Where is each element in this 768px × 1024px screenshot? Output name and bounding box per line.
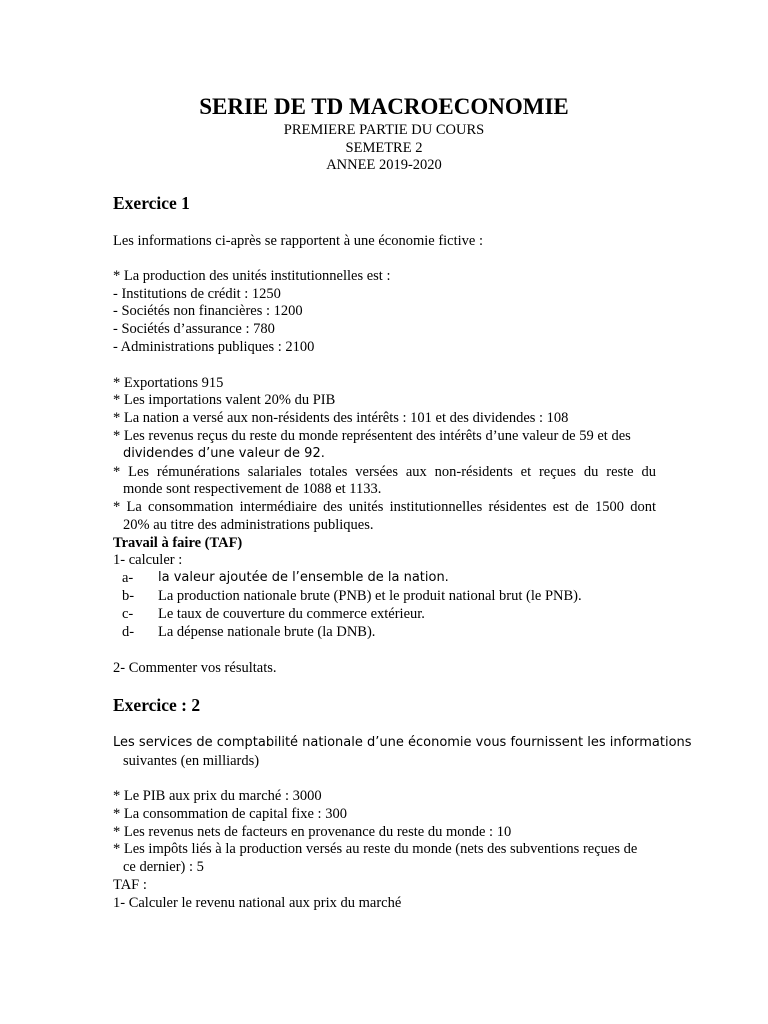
- task-letter: a-: [122, 570, 134, 586]
- item-net-factor-income: * Les revenus nets de facteurs en provenance du reste du monde : 10: [113, 824, 512, 840]
- exercise-1-heading: Exercice 1: [113, 193, 190, 213]
- task-letter: b-: [122, 588, 135, 604]
- task-text: La dépense nationale brute (la DNB).: [158, 624, 376, 640]
- fact-salaries-line2: monde sont respectivement de 1088 et 1133.: [123, 481, 382, 497]
- production-label: * La production des unités institutionnelles est :: [113, 268, 391, 284]
- production-item: - Institutions de crédit : 1250: [113, 286, 281, 302]
- taf-label: TAF :: [113, 877, 147, 893]
- fact-intermediate-consumption-line2: 20% au titre des administrations publiques.: [123, 517, 374, 533]
- production-item: - Sociétés d’assurance : 780: [113, 321, 275, 337]
- fact-revenue-received-line1: * Les revenus reçus du reste du monde représentent des intérêts d’une valeur de 59 et des: [113, 428, 631, 444]
- item-production-taxes-line2: ce dernier) : 5: [123, 859, 204, 875]
- task-text: La production nationale brute (PNB) et le produit national brut (le PNB).: [158, 588, 582, 604]
- exercise-1-intro: Les informations ci-après se rapportent à une économie fictive :: [113, 233, 484, 249]
- document-title: SERIE DE TD MACROECONOMIE: [199, 94, 569, 119]
- fact-intermediate-consumption-line1: * La consommation intermédiaire des unités institutionnelles résidentes est de 1500 dont: [113, 499, 656, 515]
- subtitle-semester: SEMETRE 2: [345, 140, 423, 156]
- item-capital-consumption: * La consommation de capital fixe : 300: [113, 806, 347, 822]
- production-item: - Administrations publiques : 2100: [113, 339, 315, 355]
- item-production-taxes-line1: * Les impôts liés à la production versés au reste du monde (nets des subventions reçues de: [113, 841, 638, 857]
- task-text: Le taux de couverture du commerce extérieur.: [158, 606, 425, 622]
- fact-interest-dividends-paid: * La nation a versé aux non-résidents des intérêts : 101 et des dividendes : 108: [113, 410, 569, 426]
- task-text: la valeur ajoutée de l’ensemble de la nation.: [158, 570, 449, 585]
- fact-revenue-received-line2: dividendes d’une valeur de 92.: [123, 446, 325, 461]
- fact-imports: * Les importations valent 20% du PIB: [113, 392, 336, 408]
- item-gdp: * Le PIB aux prix du marché : 3000: [113, 788, 322, 804]
- task-letter: c-: [122, 606, 134, 622]
- calculate-label: 1- calculer :: [113, 552, 183, 568]
- task-letter: d-: [122, 624, 135, 640]
- exercise-2-heading: Exercice : 2: [113, 695, 201, 715]
- subtitle-course-part: PREMIERE PARTIE DU COURS: [283, 122, 485, 138]
- fact-salaries-line1: * Les rémunérations salariales totales versées aux non-résidents et reçues du reste du: [113, 464, 656, 480]
- taf-heading: Travail à faire (TAF): [113, 535, 243, 551]
- production-item: - Sociétés non financières : 1200: [113, 303, 303, 319]
- fact-exports: * Exportations 915: [113, 375, 224, 391]
- comment-task: 2- Commenter vos résultats.: [113, 660, 277, 676]
- subtitle-year: ANNEE 2019-2020: [326, 157, 442, 173]
- exercise-2-intro-line1: Les services de comptabilité nationale d’une économie vous fournissent les informations: [113, 735, 692, 750]
- exercise-2-intro-line2: suivantes (en milliards): [123, 753, 260, 769]
- question-1: 1- Calculer le revenu national aux prix du marché: [113, 895, 402, 911]
